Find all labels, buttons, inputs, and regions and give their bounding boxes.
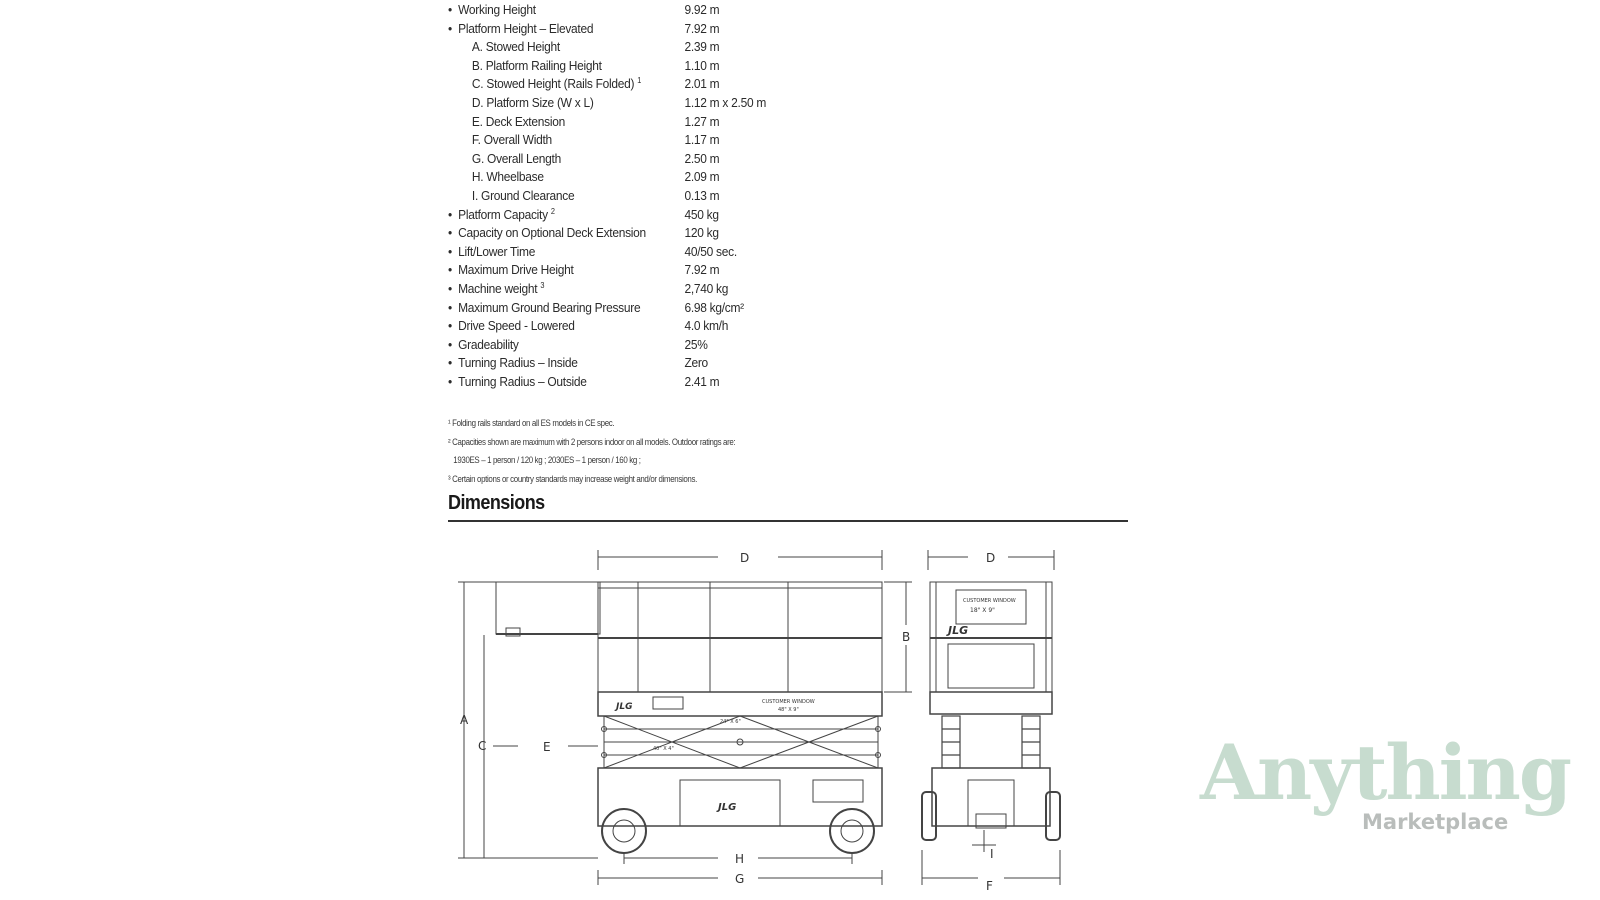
footnote-marker: 1 xyxy=(637,76,642,86)
spec-label-text: A. Stowed Height xyxy=(471,39,560,55)
side-view xyxy=(458,550,912,886)
spec-row xyxy=(448,131,779,150)
heading-divider xyxy=(448,520,1128,522)
front-window-size: 18" X 9" xyxy=(970,607,995,614)
spec-value: 7.92 m xyxy=(684,262,720,278)
bullet-icon: • xyxy=(448,206,452,222)
label-g: G xyxy=(735,872,745,886)
brand-logo-chassis: JLG xyxy=(718,802,737,813)
footnotes xyxy=(448,414,800,488)
bullet-icon: • xyxy=(448,280,452,296)
spec-value: 7.92 m xyxy=(684,20,720,36)
label-f: F xyxy=(986,879,993,893)
spec-label xyxy=(458,317,575,336)
watermark-main-text: Anything xyxy=(1200,728,1571,817)
spec-value: 1.27 m xyxy=(684,113,720,129)
spec-label xyxy=(458,299,640,318)
footnote-marker: 2 xyxy=(550,206,555,216)
spec-value: 40/50 sec. xyxy=(684,243,737,259)
footnote-2-continued: 1930ES – 1 person / 120 kg ; 2030ES – 1 person / 160 kg ; xyxy=(453,455,641,465)
front-window-label: CUSTOMER WINDOW xyxy=(963,598,1016,604)
watermark-sub-text: Marketplace xyxy=(1362,810,1509,834)
label-d-side: D xyxy=(740,551,750,565)
side-window-label: CUSTOMER WINDOW xyxy=(762,699,815,705)
spec-label-text: Machine weight xyxy=(458,280,538,296)
spec-label xyxy=(458,243,535,262)
spec-label xyxy=(458,20,593,39)
spec-row xyxy=(448,280,779,299)
spec-label-text: F. Overall Width xyxy=(471,132,552,148)
side-window-size-3: 40" X 4" xyxy=(653,746,674,752)
label-e: E xyxy=(543,740,551,754)
spec-value: 450 kg xyxy=(684,206,719,222)
spec-label-text: Platform Capacity xyxy=(458,206,548,222)
spec-label xyxy=(458,336,519,355)
spec-label-text: D. Platform Size (W x L) xyxy=(471,94,594,110)
spec-row xyxy=(448,75,779,94)
spec-value: 4.0 km/h xyxy=(684,318,729,334)
spec-row xyxy=(448,150,779,169)
spec-label-text: Lift/Lower Time xyxy=(458,243,536,259)
spec-value: 2,740 kg xyxy=(684,280,729,296)
spec-list xyxy=(448,1,779,391)
spec-label-text: H. Wheelbase xyxy=(471,169,544,185)
label-c: C xyxy=(478,739,487,753)
spec-value: 9.92 m xyxy=(684,2,720,17)
spec-label xyxy=(472,94,594,113)
spec-row xyxy=(448,243,779,262)
footnote-marker: 3 xyxy=(540,280,545,290)
spec-label-text: C. Stowed Height (Rails Folded) xyxy=(471,76,635,92)
spec-value: 120 kg xyxy=(684,225,719,241)
spec-row xyxy=(448,38,779,57)
spec-label-text: Capacity on Optional Deck Extension xyxy=(458,225,646,241)
spec-value: 2.01 m xyxy=(684,76,720,92)
spec-label-text: B. Platform Railing Height xyxy=(471,57,602,73)
spec-value: 6.98 kg/cm² xyxy=(684,299,744,315)
bullet-icon: • xyxy=(448,355,452,371)
spec-label xyxy=(458,206,555,225)
bullet-icon: • xyxy=(448,225,452,241)
spec-label-text: Platform Height – Elevated xyxy=(458,20,594,36)
spec-label-text: G. Overall Length xyxy=(471,150,561,166)
spec-label-text: Turning Radius – Outside xyxy=(458,373,587,389)
spec-row xyxy=(448,336,779,355)
brand-logo-front: JLG xyxy=(948,624,969,637)
side-window-size-1: 48" X 9" xyxy=(778,707,799,713)
spec-value: 2.41 m xyxy=(684,373,720,389)
label-i: I xyxy=(990,847,994,861)
spec-row xyxy=(448,299,779,318)
spec-label xyxy=(472,75,641,94)
spec-label xyxy=(472,150,561,169)
spec-label xyxy=(458,373,587,392)
spec-label-text: Drive Speed - Lowered xyxy=(458,318,575,334)
spec-row xyxy=(448,113,779,132)
spec-label-text: E. Deck Extension xyxy=(471,113,565,129)
footnote-3: ³ Certain options or country standards may increase weight and/or dimensions. xyxy=(448,473,697,484)
spec-label xyxy=(458,280,544,299)
label-h: H xyxy=(735,852,745,866)
spec-row xyxy=(448,206,779,225)
side-window-size-2: 24" X 6" xyxy=(720,719,741,725)
spec-row xyxy=(448,317,779,336)
label-a: A xyxy=(460,713,469,727)
bullet-icon: • xyxy=(448,373,452,389)
spec-label xyxy=(472,57,602,76)
spec-label xyxy=(458,261,573,280)
spec-row xyxy=(448,20,779,39)
spec-row xyxy=(448,373,779,392)
spec-value: Zero xyxy=(684,355,708,371)
spec-value: 25% xyxy=(684,336,708,352)
spec-row xyxy=(448,224,779,243)
spec-label xyxy=(458,1,536,20)
spec-value: 2.09 m xyxy=(684,169,720,185)
bullet-icon: • xyxy=(448,336,452,352)
spec-row xyxy=(448,94,779,113)
spec-label xyxy=(472,38,560,57)
spec-label xyxy=(458,224,646,243)
spec-label-text: Maximum Drive Height xyxy=(458,262,574,278)
bullet-icon: • xyxy=(448,318,452,334)
spec-label xyxy=(472,168,544,187)
spec-label-text: Maximum Ground Bearing Pressure xyxy=(458,299,641,315)
watermark-logo xyxy=(1200,728,1580,846)
bullet-icon: • xyxy=(448,2,452,17)
spec-label xyxy=(458,354,578,373)
spec-row xyxy=(448,168,779,187)
bullet-icon: • xyxy=(448,243,452,259)
bullet-icon: • xyxy=(448,262,452,278)
spec-value: 2.50 m xyxy=(684,150,720,166)
footnote-1: ¹ Folding rails standard on all ES models in CE spec. xyxy=(448,418,615,428)
spec-label-text: Turning Radius – Inside xyxy=(458,355,578,371)
footnote-2: ² Capacities shown are maximum with 2 persons indoor on all models. Outdoor ratings are: xyxy=(448,436,736,447)
bullet-icon: • xyxy=(448,20,452,36)
spec-row xyxy=(448,1,779,20)
spec-row xyxy=(448,57,779,76)
spec-label-text: Gradeability xyxy=(458,336,519,352)
label-b: B xyxy=(902,630,911,644)
spec-label-text: Working Height xyxy=(458,2,536,17)
spec-row xyxy=(448,187,779,206)
brand-logo-side: JLG xyxy=(616,702,633,712)
spec-row xyxy=(448,354,779,373)
spec-label xyxy=(472,187,574,206)
spec-value: 1.17 m xyxy=(684,132,720,148)
spec-label-text: I. Ground Clearance xyxy=(471,187,575,203)
label-d-front: D xyxy=(986,551,996,565)
dimensions-heading: Dimensions xyxy=(448,492,545,514)
spec-value: 1.10 m xyxy=(684,57,720,73)
bullet-icon: • xyxy=(448,299,452,315)
spec-value: 1.12 m x 2.50 m xyxy=(684,94,767,110)
spec-label xyxy=(472,131,552,150)
spec-row xyxy=(448,261,779,280)
spec-value: 0.13 m xyxy=(684,187,720,203)
spec-label xyxy=(472,113,565,132)
front-view xyxy=(922,550,1060,893)
spec-value: 2.39 m xyxy=(684,39,720,55)
dimensions-diagram xyxy=(448,540,1088,900)
